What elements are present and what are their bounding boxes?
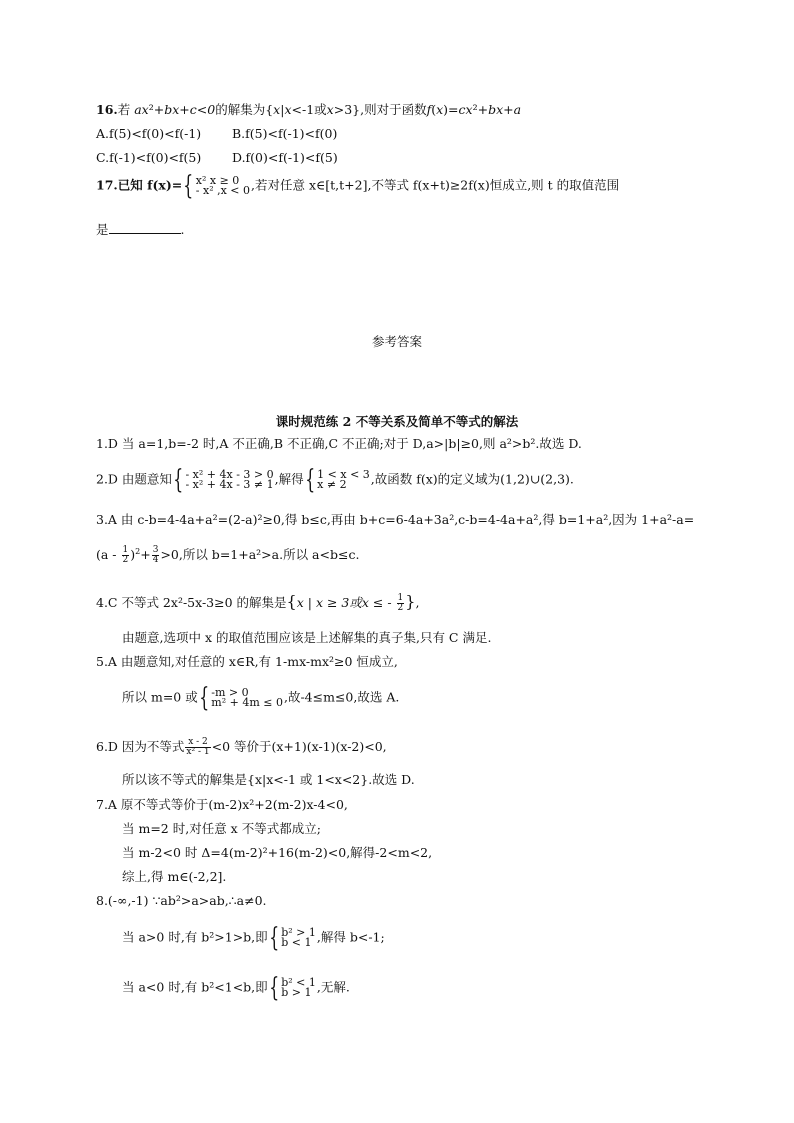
answer-8-line-3: 当 a<0 时,有 b²<1<b,即{ b² < 1 b > 1 ,无解. xyxy=(122,973,350,1003)
question-16-option-c: C.f(-1)<f(0)<f(5) xyxy=(96,150,202,165)
exercise-title: 课时规范练 2 不等关系及简单不等式的解法 xyxy=(275,414,519,429)
answer-5-line-2: 所以 m=0 或{ -m > 0 m² + 4m ≤ 0 ,故-4≤m≤0,故选 A. xyxy=(122,683,400,713)
question-17-stem: 17.已知 f(x)={ x² x ≥ 0 - x² ,x < 0 ,若对任意 x∈[t,t+2],不等式 f(x+t)≥2f(x)恒成立,则 t 的取值范围 xyxy=(96,171,620,201)
brace-symbol: { xyxy=(304,465,315,495)
answer-5-line-1: 5.A 由题意知,对任意的 x∈R,有 1-mx-mx²≥0 恒成立, xyxy=(96,654,398,669)
fraction: $\frac{1}{2}$ xyxy=(122,545,129,566)
brace-symbol: { xyxy=(268,923,279,953)
brace-symbol: } xyxy=(405,592,416,611)
answer-4-line-1: 4.C 不等式 2x²-5x-3≥0 的解集是{x | x ≥ 3或x ≤ - $\frac{1}{2}$ }, xyxy=(96,592,420,613)
question-16-option-a: A.f(5)<f(0)<f(-1) xyxy=(96,126,202,141)
fraction: $\frac{1}{2}$ xyxy=(397,593,404,613)
answer-blank[interactable] xyxy=(109,221,181,234)
answer-3-line-1: 3.A 由 c-b=4-4a+a²=(2-a)²≥0,得 b≤c,再由 b+c=6-4a+3a²,c-b=4-4a+a²,得 b=1+a²,因为 1+a²-a= xyxy=(96,512,695,527)
answer-4-line-2: 由题意,选项中 x 的取值范围应该是上述解集的真子集,只有 C 满足. xyxy=(122,630,492,645)
answer-8-line-1: 8.(-∞,-1) ∵ab²>a>ab,∴a≠0. xyxy=(96,893,267,908)
answer-2-solution: 1 < x < 3 x ≠ 2 xyxy=(317,468,370,491)
question-17-line-2: 是 . xyxy=(96,222,185,237)
brace-symbol: { xyxy=(183,171,194,201)
brace-symbol: { xyxy=(286,592,297,611)
fraction: $\frac{3}{4}$ xyxy=(152,545,159,566)
answer-7-line-4: 综上,得 m∈(-2,2]. xyxy=(122,869,227,884)
fraction: $\frac{x - 2}{\text{x² - 1}}$ xyxy=(186,737,210,757)
answer-3-line-2: (a - $\frac{1}{2}$ )$^2$+ $\frac{3}{4}$ >0,所以 b=1+a²>a.所以 a<b≤c. xyxy=(96,545,360,566)
brace-symbol: { xyxy=(268,973,279,1003)
answer-2: 2.D 由题意知{ - x² + 4x - 3 > 0 - x² + 4x - 3 ≠ 1 ,解得{ 1 < x < 3 x ≠ 2 ,故函数 f(x)的定义域为(1,2)∪(2,3). xyxy=(96,465,574,495)
section-title: 参考答案 xyxy=(371,334,422,349)
answer-8-line-2: 当 a>0 时,有 b²>1>b,即{ b² > 1 b < 1 ,解得 b<-1; xyxy=(122,923,385,953)
answer-8-system-1: b² > 1 b < 1 xyxy=(281,926,316,949)
answer-6-line-2: 所以该不等式的解集是{x|x<-1 或 1<x<2}.故选 D. xyxy=(122,772,415,787)
answer-8-system-2: b² < 1 b > 1 xyxy=(281,976,316,999)
answer-2-system: - x² + 4x - 3 > 0 - x² + 4x - 3 ≠ 1 xyxy=(185,468,274,491)
question-16-option-d: D.f(0)<f(-1)<f(5) xyxy=(232,150,338,165)
answer-6-line-1: 6.D 因为不等式 $\frac{x - 2}{\text{x² - 1}}$ <0 等价于(x+1)(x-1)(x-2)<0, xyxy=(96,737,387,757)
question-16-stem: 16.若 ax²+bx+c<0的解集为{x|x<-1或x>3},则对于函数f(x)=cx²+bx+a xyxy=(96,102,522,117)
question-16-option-b: B.f(5)<f(-1)<f(0) xyxy=(232,126,338,141)
piecewise-cases: x² x ≥ 0 - x² ,x < 0 xyxy=(195,174,251,197)
brace-symbol: { xyxy=(199,683,209,713)
brace-symbol: { xyxy=(173,465,184,495)
answer-1: 1.D 当 a=1,b=-2 时,A 不正确,B 不正确,C 不正确;对于 D,a>|b|≥0,则 a²>b².故选 D. xyxy=(96,436,582,451)
answer-7-line-2: 当 m=2 时,对任意 x 不等式都成立; xyxy=(122,821,321,836)
answer-7-line-3: 当 m-2<0 时 Δ=4(m-2)²+16(m-2)<0,解得-2<m<2, xyxy=(122,845,433,860)
answer-5-system: -m > 0 m² + 4m ≤ 0 xyxy=(211,686,283,709)
answer-7-line-1: 7.A 原不等式等价于(m-2)x²+2(m-2)x-4<0, xyxy=(96,797,348,812)
